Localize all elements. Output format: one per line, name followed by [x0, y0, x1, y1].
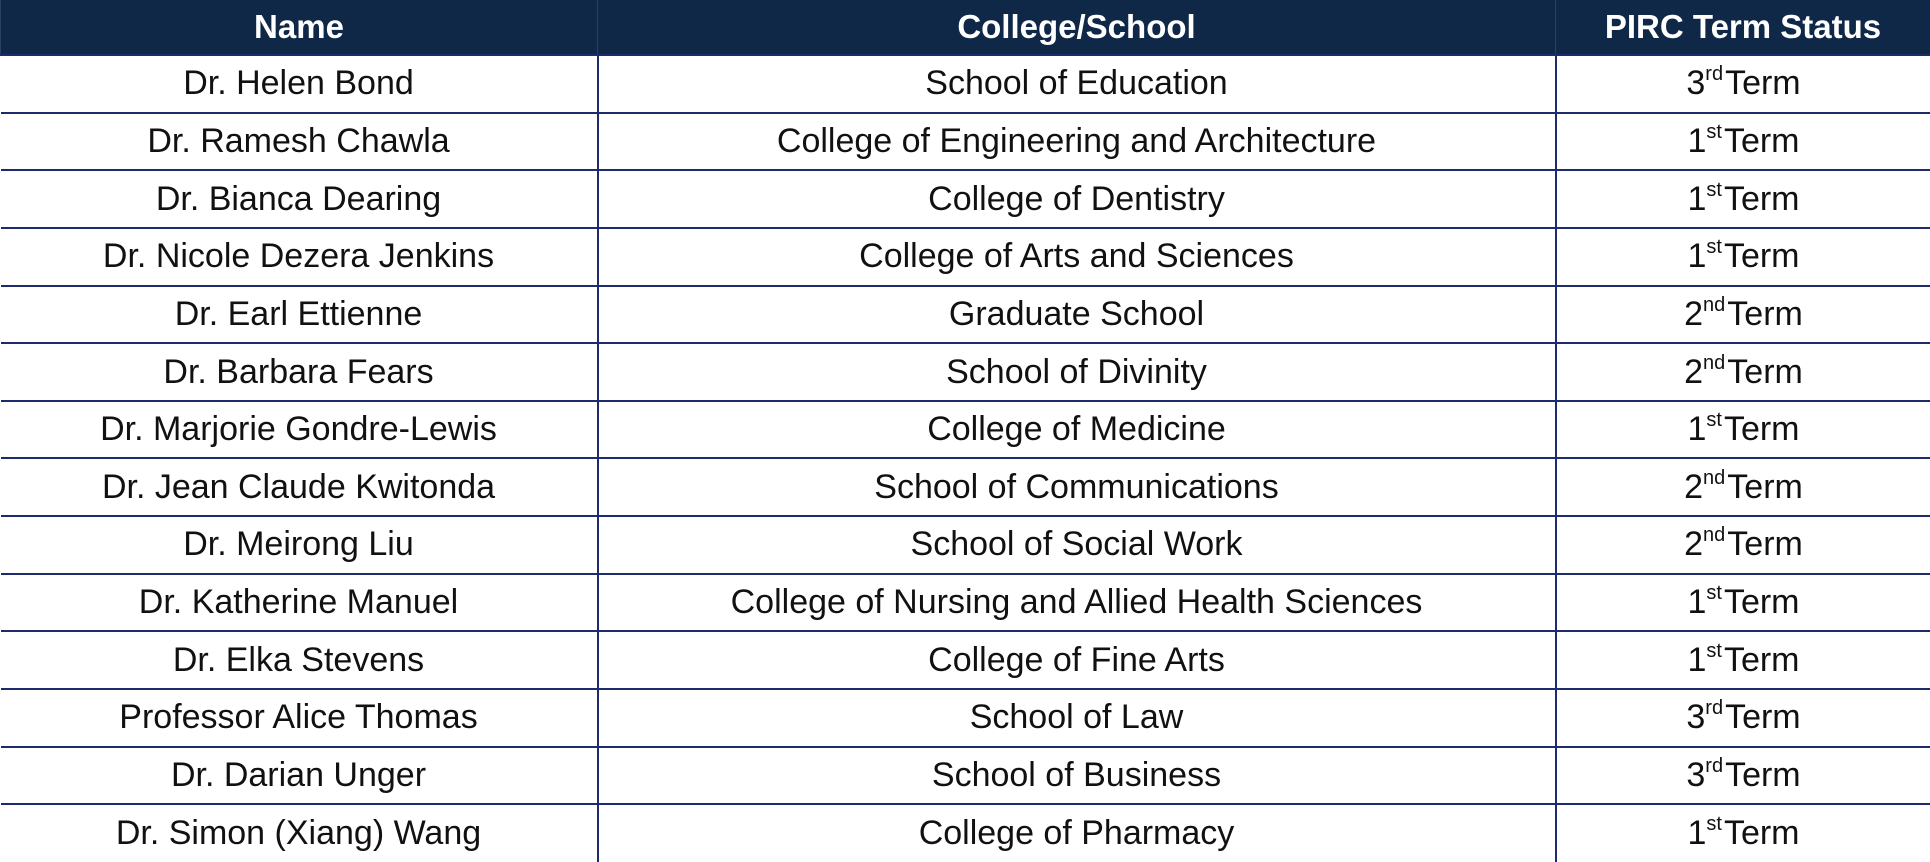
- cell-name: Dr. Ramesh Chawla: [1, 113, 598, 171]
- term-number: 3: [1686, 698, 1706, 737]
- term-number: 1: [1687, 814, 1707, 853]
- term-ordinal-suffix: st: [1706, 178, 1722, 201]
- term-label: Term: [1727, 467, 1803, 506]
- table-row: [1, 574, 1930, 632]
- cell-term-status: [1556, 689, 1930, 747]
- table-row: [1, 55, 1930, 113]
- cell-name: Dr. Elka Stevens: [1, 631, 598, 689]
- header-row: [1, 0, 1930, 55]
- cell-college-school: College of Fine Arts: [598, 631, 1556, 689]
- cell-college-school: School of Communications: [598, 458, 1556, 516]
- term-number: 1: [1687, 583, 1707, 622]
- term-label: Term: [1723, 121, 1800, 160]
- term-ordinal-suffix: st: [1706, 639, 1722, 662]
- term-number: 1: [1687, 121, 1707, 160]
- term-ordinal-suffix: nd: [1703, 524, 1726, 547]
- header-pirc-term-status: PIRC Term Status: [1556, 0, 1930, 55]
- term-ordinal-suffix: nd: [1703, 466, 1726, 489]
- cell-college-school: College of Dentistry: [598, 170, 1556, 228]
- table-row: [1, 458, 1930, 516]
- cell-name: Dr. Earl Ettienne: [1, 286, 598, 344]
- term-number: 2: [1684, 294, 1704, 333]
- term-label: Term: [1725, 756, 1801, 794]
- term-label: Term: [1725, 64, 1801, 103]
- table-row: [1, 228, 1930, 286]
- cell-college-school: School of Business: [598, 747, 1556, 805]
- term-ordinal-suffix: rd: [1705, 755, 1724, 777]
- cell-college-school: College of Engineering and Architecture: [598, 113, 1556, 171]
- cell-name: Dr. Helen Bond: [1, 55, 598, 113]
- term-label: Term: [1723, 640, 1800, 679]
- term-ordinal-suffix: st: [1706, 582, 1722, 605]
- header-college-school: College/School: [598, 0, 1556, 55]
- table-body: [1, 55, 1930, 862]
- cell-name: Dr. Katherine Manuel: [1, 574, 598, 632]
- cell-college-school: College of Nursing and Allied Health Sciences: [598, 574, 1556, 632]
- cell-term-status: [1556, 574, 1930, 632]
- term-ordinal-suffix: st: [1706, 120, 1722, 143]
- term-ordinal-suffix: rd: [1705, 63, 1724, 86]
- term-label: Term: [1725, 698, 1801, 737]
- cell-college-school: College of Medicine: [598, 401, 1556, 459]
- term-label: Term: [1723, 814, 1800, 853]
- term-ordinal-suffix: st: [1706, 813, 1722, 836]
- table-row: [1, 343, 1930, 401]
- table-row: [1, 170, 1930, 228]
- header-name: Name: [1, 0, 598, 55]
- term-ordinal-suffix: rd: [1705, 697, 1724, 720]
- cell-college-school: College of Pharmacy: [598, 804, 1556, 862]
- cell-term-status: [1556, 631, 1930, 689]
- cell-college-school: School of Law: [598, 689, 1556, 747]
- cell-term-status: [1556, 516, 1930, 574]
- term-number: 1: [1687, 410, 1707, 449]
- cell-name: Dr. Marjorie Gondre-Lewis: [1, 401, 598, 459]
- table-row: [1, 401, 1930, 459]
- cell-name: Dr. Nicole Dezera Jenkins: [1, 228, 598, 286]
- cell-term-status: [1556, 343, 1930, 401]
- table-row: [1, 804, 1930, 862]
- table-row: [1, 747, 1930, 805]
- cell-name: Dr. Barbara Fears: [1, 343, 598, 401]
- cell-term-status: [1556, 747, 1930, 805]
- term-ordinal-suffix: nd: [1703, 293, 1726, 316]
- term-number: 1: [1687, 237, 1707, 276]
- term-label: Term: [1723, 410, 1800, 449]
- cell-term-status: [1556, 804, 1930, 862]
- cell-term-status: [1556, 286, 1930, 344]
- cell-college-school: School of Divinity: [598, 343, 1556, 401]
- term-ordinal-suffix: st: [1706, 409, 1722, 432]
- cell-term-status: [1556, 228, 1930, 286]
- table-header: [1, 0, 1930, 55]
- table-row: [1, 689, 1930, 747]
- table-row: [1, 286, 1930, 344]
- term-number: 1: [1687, 179, 1707, 218]
- term-label: Term: [1727, 294, 1803, 333]
- term-number: 1: [1687, 640, 1707, 679]
- term-ordinal-suffix: st: [1706, 236, 1722, 259]
- term-number: 3: [1686, 64, 1706, 103]
- cell-name: Dr. Meirong Liu: [1, 516, 598, 574]
- term-number: 2: [1684, 467, 1704, 506]
- term-label: Term: [1723, 583, 1800, 622]
- table-row: [1, 516, 1930, 574]
- cell-term-status: [1556, 401, 1930, 459]
- cell-term-status: [1556, 113, 1930, 171]
- cell-name: Dr. Jean Claude Kwitonda: [1, 458, 598, 516]
- table-row: [1, 631, 1930, 689]
- term-ordinal-suffix: nd: [1703, 351, 1726, 374]
- cell-term-status: [1556, 55, 1930, 113]
- cell-term-status: [1556, 170, 1930, 228]
- term-number: 3: [1686, 756, 1706, 794]
- cell-name: Dr. Darian Unger: [1, 747, 598, 805]
- cell-college-school: Graduate School: [598, 286, 1556, 344]
- cell-college-school: College of Arts and Sciences: [598, 228, 1556, 286]
- term-label: Term: [1727, 525, 1803, 564]
- cell-term-status: [1556, 458, 1930, 516]
- term-label: Term: [1723, 237, 1800, 276]
- cell-name: Professor Alice Thomas: [1, 689, 598, 747]
- cell-name: Dr. Simon (Xiang) Wang: [1, 804, 598, 862]
- term-label: Term: [1727, 352, 1803, 391]
- term-label: Term: [1723, 179, 1800, 218]
- table-row: [1, 113, 1930, 171]
- term-number: 2: [1684, 525, 1704, 564]
- cell-name: Dr. Bianca Dearing: [1, 170, 598, 228]
- cell-college-school: School of Education: [598, 55, 1556, 113]
- cell-college-school: School of Social Work: [598, 516, 1556, 574]
- term-number: 2: [1684, 352, 1704, 391]
